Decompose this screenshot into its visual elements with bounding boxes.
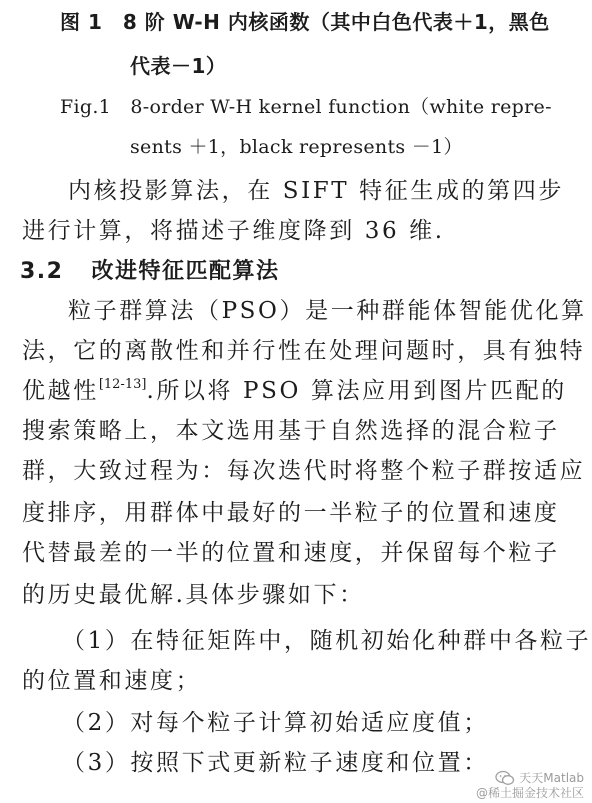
paragraph-line: 优越性[12-13].所以将 PSO 算法应用到图片匹配的 <box>22 377 567 404</box>
paragraph-line: 度排序，用群体中最好的一半粒子的位置和速度 <box>22 500 560 526</box>
caption-zh-line-1: 图 1 8 阶 W-H 内核函数（其中白色代表＋1，黑色 <box>60 10 550 34</box>
section-heading <box>20 254 280 285</box>
section-number: 3.2 <box>20 259 64 284</box>
watermark-name: 天天Matlab <box>519 770 584 785</box>
step-2: （2）对每个粒子计算初始适应度值； <box>62 710 489 736</box>
watermark <box>476 770 584 801</box>
caption-en-line-2: sents ＋1，black represents －1） <box>130 136 463 158</box>
step-1-line-2: 的位置和速度； <box>22 668 202 694</box>
step-1-line-1: （1）在特征矩阵中，随机初始化种群中各粒子 <box>62 628 592 654</box>
paragraph-line: 搜索策略上，本文选用基于自然选择的混合粒子 <box>22 418 560 444</box>
paragraph-line: 群，大致过程为：每次迭代时将整个粒子群按适应 <box>22 458 586 484</box>
paragraph-line: 粒子群算法（PSO）是一种群能体智能优化算 <box>68 298 587 324</box>
paragraph-line: 代替最差的一半的位置和速度，并保留每个粒子 <box>22 540 560 566</box>
caption-en-line-1: Fig.1 8-order W-H kernel function（white repre- <box>60 96 552 118</box>
paragraph-line: 进行计算，将描述子维度降到 36 维. <box>22 218 445 244</box>
caption-zh-line-2: 代表－1） <box>130 54 227 78</box>
wechat-icon <box>495 770 515 786</box>
section-title: 改进特征匹配算法 <box>91 259 280 284</box>
step-3: （3）按照下式更新粒子速度和位置： <box>62 750 489 776</box>
citation[interactable]: [12-13] <box>98 377 147 392</box>
paragraph-line: 法，它的离散性和并行性在处理问题时，具有独特 <box>22 338 586 364</box>
paragraph-line: 的历史最优解.具体步骤如下： <box>22 582 365 608</box>
watermark-site: @稀土掘金技术社区 <box>475 786 584 800</box>
paragraph-line: 内核投影算法，在 SIFT 特征生成的第四步 <box>68 178 564 204</box>
